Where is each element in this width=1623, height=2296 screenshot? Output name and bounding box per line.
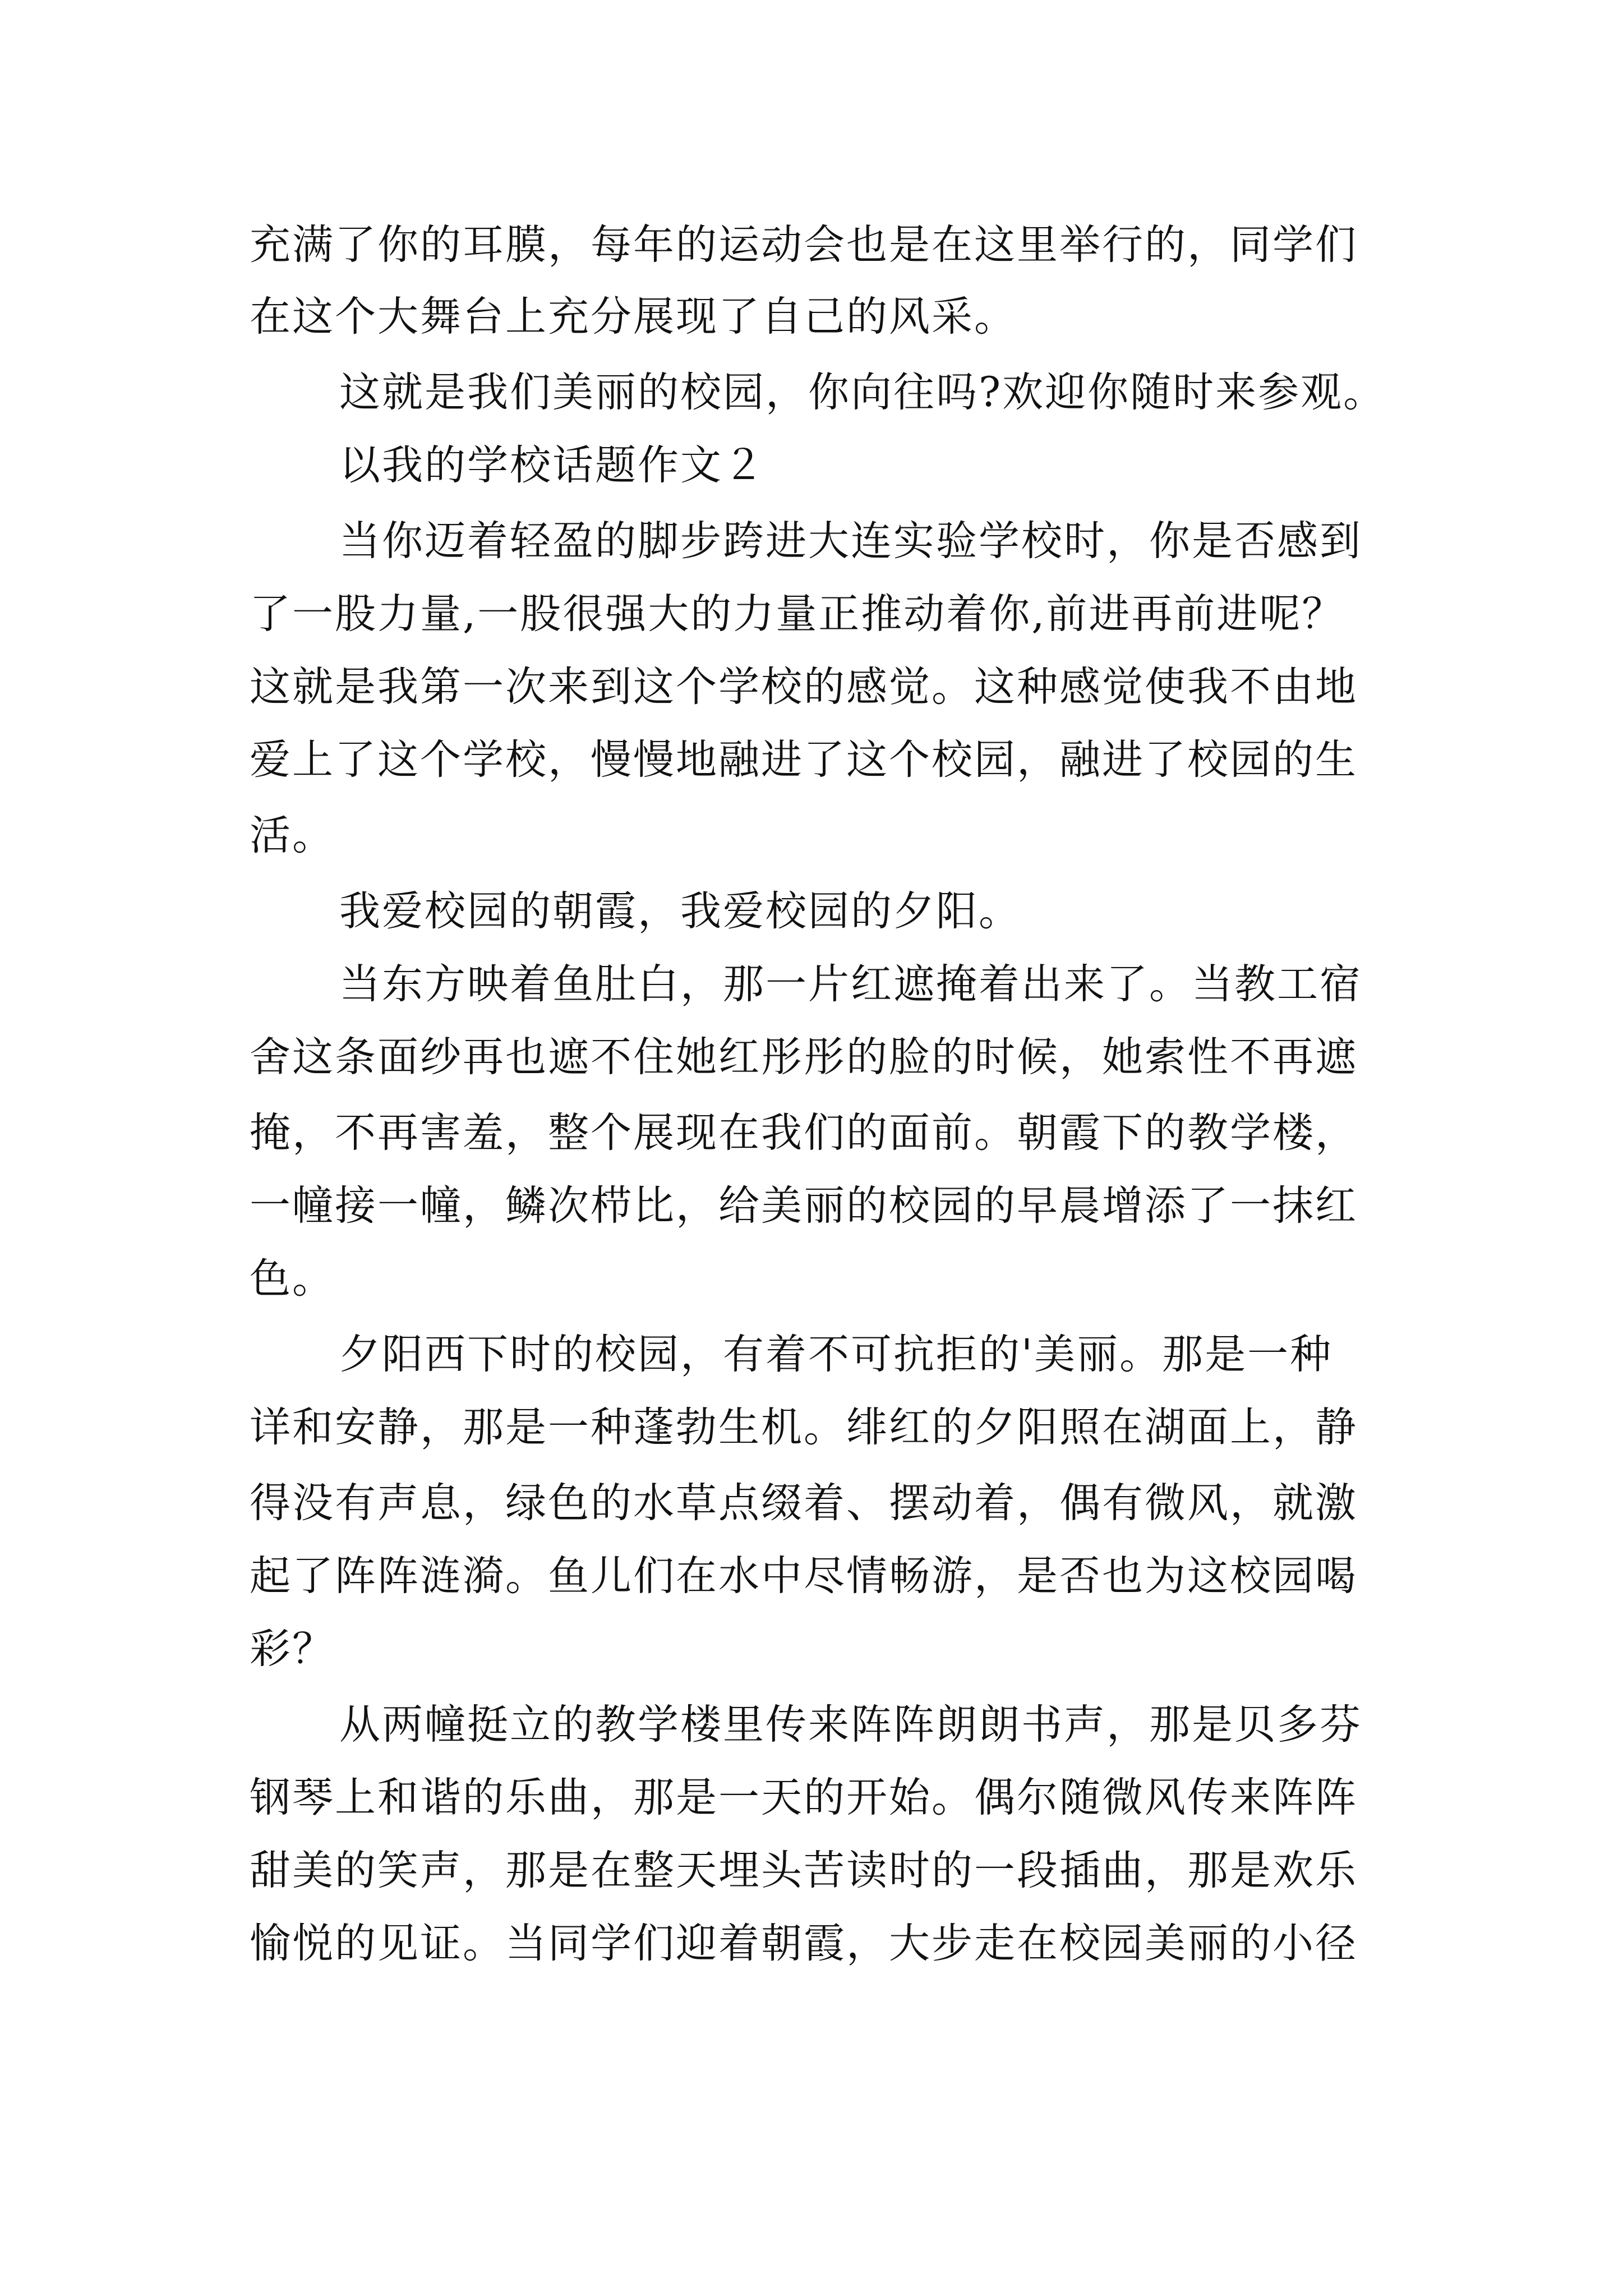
text-line: 得没有声息，绿色的水草点缀着、摆动着，偶有微风，就激 bbox=[250, 1479, 1358, 1527]
text-line: 舍这条面纱再也遮不住她红彤彤的脸的时候，她索性不再遮 bbox=[250, 1033, 1358, 1081]
text-line: 这就是我第一次来到这个学校的感觉。这种感觉使我不由地 bbox=[250, 663, 1358, 711]
text-line: 这就是我们美丽的校园，你向往吗?欢迎你随时来参观。 bbox=[339, 369, 1386, 416]
text-line: 从两幢挺立的教学楼里传来阵阵朗朗书声，那是贝多芬 bbox=[339, 1701, 1362, 1749]
text-line: 当你迈着轻盈的脚步跨进大连实验学校时，你是否感到 bbox=[339, 517, 1362, 565]
text-line: 掩，不再害羞，整个展现在我们的面前。朝霞下的教学楼， bbox=[250, 1109, 1358, 1157]
text-line: 起了阵阵涟漪。鱼儿们在水中尽情畅游，是否也为这校园喝 bbox=[250, 1552, 1358, 1600]
section-heading: 以我的学校话题作文２ bbox=[339, 441, 766, 489]
text-line: 爱上了这个学校，慢慢地融进了这个校园，融进了校园的生 bbox=[250, 736, 1358, 784]
text-line: 了一股力量,一股很强大的力量正推动着你,前进再前进呢？ bbox=[250, 590, 1345, 638]
text-line: 活。 bbox=[250, 812, 335, 859]
text-line: 彩？ bbox=[250, 1625, 335, 1673]
text-line: 当东方映着鱼肚白，那一片红遮掩着出来了。当教工宿 bbox=[339, 960, 1362, 1008]
text-line: 甜美的笑声，那是在整天埋头苦读时的一段插曲，那是欢乐 bbox=[250, 1847, 1358, 1894]
text-line: 钢琴上和谐的乐曲，那是一天的开始。偶尔随微风传来阵阵 bbox=[250, 1774, 1358, 1821]
text-line: 夕阳西下时的校园，有着不可抗拒的'美丽。那是一种 bbox=[339, 1331, 1333, 1378]
text-line: 愉悦的见证。当同学们迎着朝霞，大步走在校园美丽的小径 bbox=[250, 1920, 1358, 1967]
text-line: 详和安静，那是一种蓬勃生机。绯红的夕阳照在湖面上，静 bbox=[250, 1404, 1358, 1451]
text-line: 我爱校园的朝霞，我爱校园的夕阳。 bbox=[339, 887, 1021, 935]
text-line: 色。 bbox=[250, 1255, 335, 1303]
text-line: 充满了你的耳膜，每年的运动会也是在这里举行的，同学们 bbox=[250, 221, 1358, 269]
text-line: 一幢接一幢，鳞次栉比，给美丽的校园的早晨增添了一抹红 bbox=[250, 1182, 1358, 1230]
text-line: 在这个大舞台上充分展现了自己的风采。 bbox=[250, 293, 1017, 341]
